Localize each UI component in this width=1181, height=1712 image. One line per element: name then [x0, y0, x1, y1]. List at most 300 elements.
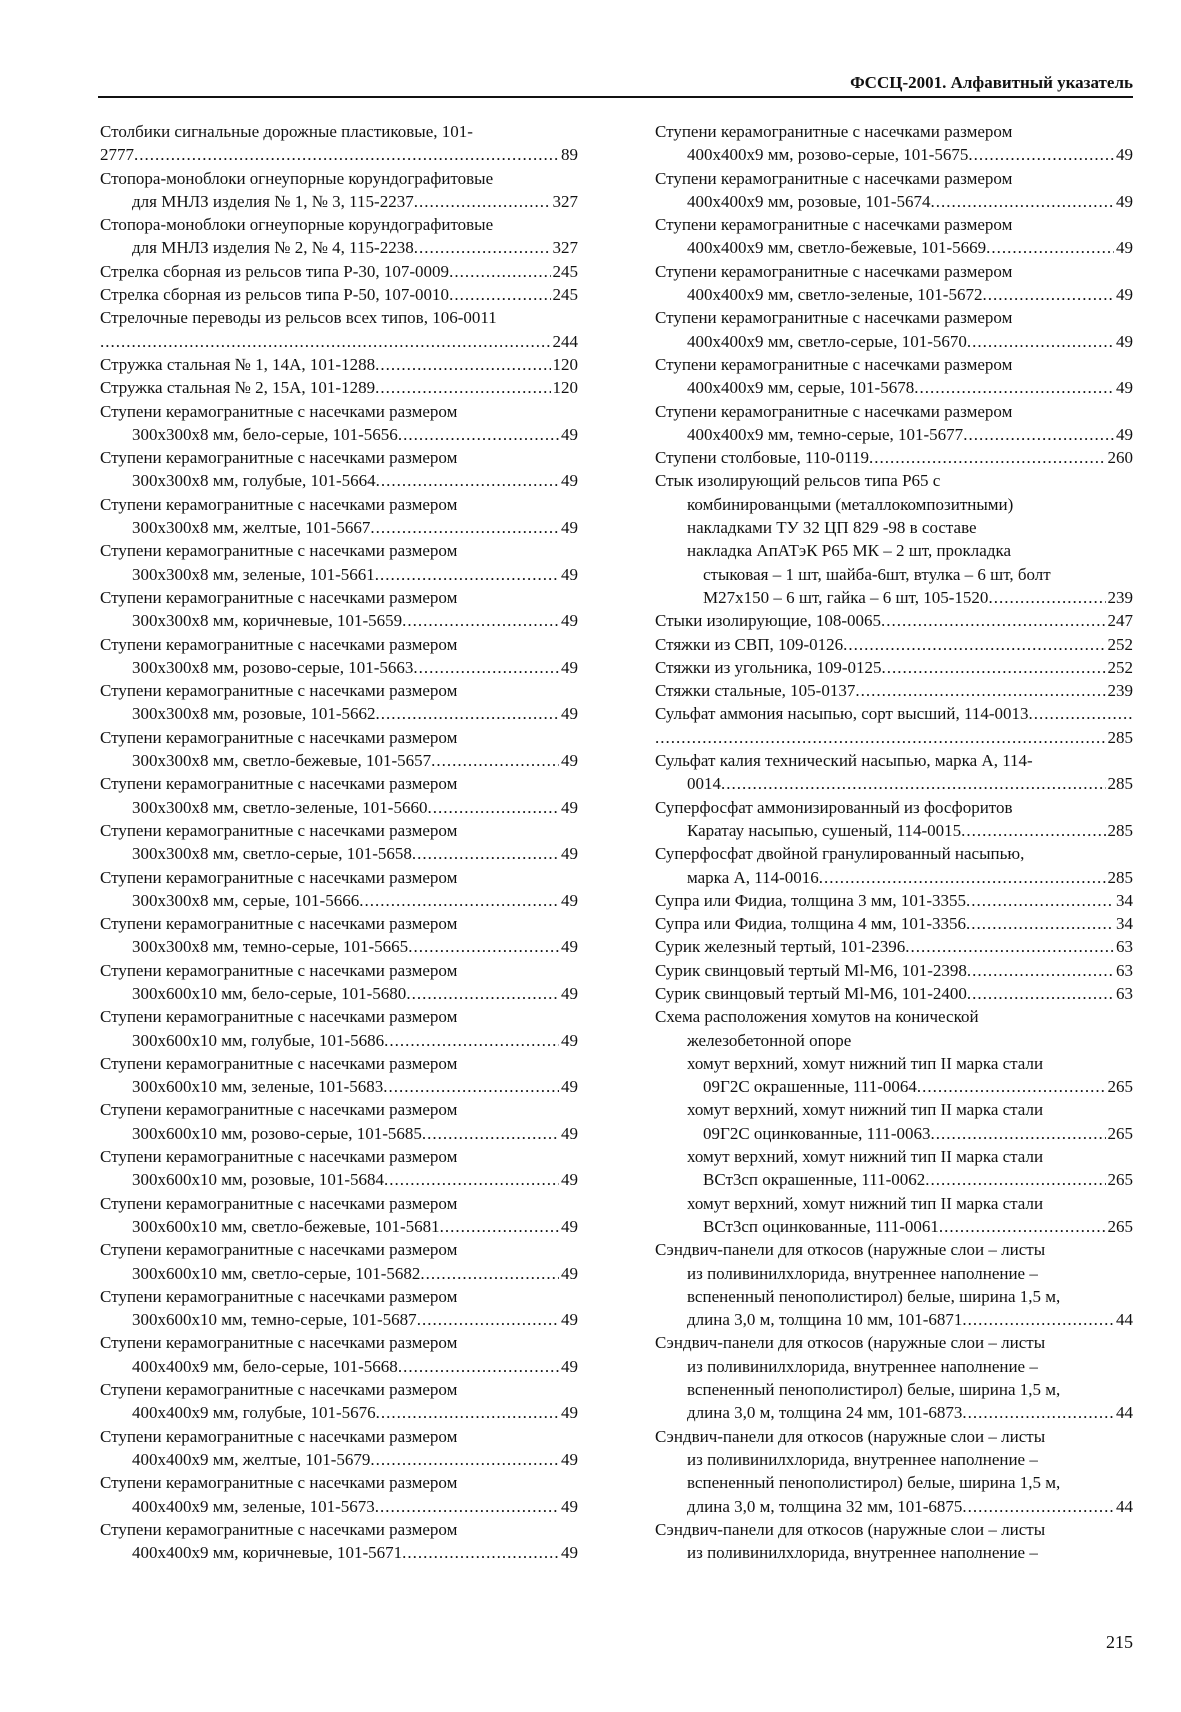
index-entry-line	[100, 959, 578, 982]
dot-leader	[721, 772, 1106, 795]
dot-leader	[370, 1448, 559, 1471]
entry-text: Стык изолирующий рельсов типа Р65 с	[655, 471, 941, 491]
dot-leader	[422, 1122, 559, 1145]
entry-text: хомут верхний, хомут нижний тип II марка стали	[687, 1193, 1044, 1213]
index-entry-line	[655, 1145, 1133, 1168]
entry-text: 300x600x10 мм, бело-серые, 101-5680	[132, 983, 407, 1003]
entry-page-ref: 247	[1107, 611, 1133, 631]
entry-text: Ступени керамогранитные с насечками размером	[100, 634, 458, 654]
entry-page-ref: 252	[1107, 657, 1133, 677]
entry-text: Стрелка сборная из рельсов типа Р-30, 107-0009	[100, 261, 450, 281]
dot-leader	[359, 889, 559, 912]
index-entry-line	[100, 1145, 578, 1168]
entry-page-ref: 63	[1116, 937, 1133, 957]
index-entry-line	[655, 1168, 1133, 1191]
index-entry-line	[100, 306, 578, 329]
index-entry-line	[655, 1122, 1133, 1145]
dot-leader	[1029, 702, 1133, 725]
dot-leader	[376, 702, 559, 725]
dot-leader	[414, 190, 551, 213]
index-entry-line	[655, 1401, 1133, 1424]
entry-text: 300x600x10 мм, розово-серые, 101-5685	[132, 1123, 422, 1143]
dot-leader	[967, 959, 1114, 982]
entry-text: 300x300x8 мм, розовые, 101-5662	[132, 704, 376, 724]
dot-leader	[819, 866, 1106, 889]
entry-text: Стружка стальная № 2, 15А, 101-1289	[100, 378, 376, 398]
entry-text: 300x300x8 мм, коричневые, 101-5659	[132, 611, 403, 631]
entry-text: вспененный пенополистирол) белые, ширина 1,5 м,	[687, 1286, 1061, 1306]
entry-page-ref: 49	[561, 890, 578, 910]
index-entry-line	[655, 167, 1133, 190]
index-entry-line	[100, 143, 578, 166]
dot-leader	[398, 423, 559, 446]
dot-leader	[383, 1075, 559, 1098]
index-entry-line	[100, 1192, 578, 1215]
entry-text: 300x300x8 мм, светло-бежевые, 101-5657	[132, 751, 432, 771]
entry-text: 400x400x9 мм, желтые, 101-5679	[132, 1449, 371, 1469]
index-entry-line	[655, 306, 1133, 329]
entry-page-ref: 49	[1116, 424, 1133, 444]
entry-text: длина 3,0 м, толщина 10 мм, 101-6871	[687, 1310, 963, 1330]
index-entry-line	[655, 120, 1133, 143]
entry-text: вспененный пенополистирол) белые, ширина 1,5 м,	[687, 1473, 1061, 1493]
index-entry-line	[655, 1471, 1133, 1494]
entry-text: Ступени керамогранитные с насечками размером	[655, 401, 1013, 421]
index-entry-line	[100, 1075, 578, 1098]
index-entry-line	[655, 1075, 1133, 1098]
entry-text: из поливинилхлорида, внутреннее наполнение –	[687, 1543, 1038, 1563]
entry-text: Супра или Фидиа, толщина 3 мм, 101-3355	[655, 890, 967, 910]
entry-text: 300x300x8 мм, желтые, 101-5667	[132, 518, 371, 538]
entry-text: накладка АпАТэК Р65 МК – 2 шт, прокладка	[687, 541, 1012, 561]
entry-page-ref: 49	[1116, 285, 1133, 305]
entry-text: длина 3,0 м, толщина 32 мм, 101-6875	[687, 1496, 963, 1516]
dot-leader	[375, 1495, 559, 1518]
entry-text: Ступени керамогранитные с насечками размером	[655, 168, 1013, 188]
entry-page-ref: 239	[1107, 587, 1133, 607]
entry-text: Ступени керамогранитные с насечками размером	[100, 867, 458, 887]
index-entry-line	[100, 982, 578, 1005]
dot-leader	[134, 143, 559, 166]
entry-text: из поливинилхлорида, внутреннее наполнение –	[687, 1356, 1038, 1376]
entry-text: 400x400x9 мм, светло-зеленые, 101-5672	[687, 285, 983, 305]
entry-page-ref: 49	[1116, 238, 1133, 258]
index-entry-line	[100, 120, 578, 143]
entry-text: Ступени керамогранитные с насечками размером	[100, 1100, 458, 1120]
entry-page-ref: 49	[561, 1310, 578, 1330]
dot-leader	[843, 633, 1105, 656]
index-entry-line	[100, 1215, 578, 1238]
entry-page-ref: 49	[561, 1123, 578, 1143]
index-entry-line	[100, 376, 578, 399]
dot-leader	[963, 423, 1114, 446]
dot-leader	[402, 609, 559, 632]
dot-leader	[988, 586, 1105, 609]
entry-page-ref: 265	[1107, 1170, 1133, 1190]
entry-text: стыковая – 1 шт, шайба-6шт, втулка – 6 шт, болт	[703, 564, 1051, 584]
index-entry-line	[655, 260, 1133, 283]
entry-text: Суперфосфат двойной гранулированный насыпью,	[655, 844, 1025, 864]
dot-leader	[406, 982, 559, 1005]
entry-text: Стыки изолирующие, 108-0065	[655, 611, 882, 631]
entry-text: 300x300x8 мм, светло-зеленые, 101-5660	[132, 797, 428, 817]
running-header	[98, 62, 1133, 98]
entry-page-ref: 49	[561, 797, 578, 817]
entry-text: Схема расположения хомутов на конической	[655, 1007, 979, 1027]
entry-page-ref: 34	[1116, 914, 1133, 934]
entry-text: 400x400x9 мм, темно-серые, 101-5677	[687, 424, 964, 444]
index-entry-line	[655, 819, 1133, 842]
entry-page-ref: 44	[1116, 1403, 1133, 1423]
index-entry-line	[100, 1005, 578, 1028]
entry-page-ref: 49	[1116, 191, 1133, 211]
entry-text: 400x400x9 мм, бело-серые, 101-5668	[132, 1356, 398, 1376]
entry-page-ref: 245	[552, 285, 578, 305]
entry-page-ref: 285	[1107, 727, 1133, 747]
entry-page-ref: 260	[1107, 448, 1133, 468]
dot-leader	[966, 912, 1114, 935]
index-entry-line	[655, 423, 1133, 446]
index-entry-line	[100, 283, 578, 306]
entry-text: Ступени керамогранитные с насечками размером	[100, 1053, 458, 1073]
entry-text: Столбики сигнальные дорожные пластиковые, 101-	[100, 122, 473, 141]
entry-text: 300x600x10 мм, голубые, 101-5686	[132, 1030, 385, 1050]
entry-page-ref: 44	[1116, 1496, 1133, 1516]
entry-page-ref: 49	[561, 424, 578, 444]
index-entry-line	[655, 912, 1133, 935]
entry-text: Стопора-моноблоки огнеупорные корундографитовые	[100, 168, 494, 188]
index-entry-line	[100, 702, 578, 725]
entry-page-ref: 49	[561, 1170, 578, 1190]
entry-text: 300x300x8 мм, темно-серые, 101-5665	[132, 937, 409, 957]
index-entry-line	[655, 1262, 1133, 1285]
entry-page-ref: 49	[561, 1403, 578, 1423]
index-entry-line	[655, 493, 1133, 516]
entry-text: 400x400x9 мм, зеленые, 101-5673	[132, 1496, 375, 1516]
entry-text: Сэндвич-панели для откосов (наружные слои – листы	[655, 1333, 1046, 1353]
entry-text: Ступени керамогранитные с насечками размером	[100, 820, 458, 840]
index-entry-line	[100, 167, 578, 190]
index-entry-line	[655, 1005, 1133, 1028]
index-entry-line	[655, 726, 1133, 749]
entry-text: хомут верхний, хомут нижний тип II марка стали	[687, 1147, 1044, 1167]
entry-text: Ступени керамогранитные с насечками размером	[100, 727, 458, 747]
entry-text: Ступени керамогранитные с насечками размером	[655, 122, 1013, 141]
header-title: ФССЦ-2001. Алфавитный указатель	[850, 73, 1133, 92]
entry-text: Сульфат калия технический насыпью, марка А, 114-	[655, 751, 1033, 771]
entry-page-ref: 252	[1107, 634, 1133, 654]
entry-page-ref: 245	[552, 261, 578, 281]
index-entry-line	[655, 1285, 1133, 1308]
entry-text: Ступени керамогранитные с насечками размером	[100, 1007, 458, 1027]
dot-leader	[961, 819, 1105, 842]
dot-leader	[420, 1262, 559, 1285]
entry-text: Стяжки из угольника, 109-0125	[655, 657, 882, 677]
dot-leader	[982, 283, 1114, 306]
index-entry-line	[655, 446, 1133, 469]
page-number: 215	[1106, 1632, 1133, 1652]
index-entry-line	[100, 1285, 578, 1308]
entry-page-ref: 49	[561, 1356, 578, 1376]
dot-leader	[931, 190, 1114, 213]
index-entry-line	[655, 1215, 1133, 1238]
entry-text: Сэндвич-панели для откосов (наружные слои – листы	[655, 1519, 1046, 1539]
index-entry-line	[655, 236, 1133, 259]
index-entry-line	[655, 190, 1133, 213]
entry-text: накладками ТУ 32 ЦП 829 -98 в составе	[687, 518, 977, 538]
index-entry-line	[655, 796, 1133, 819]
entry-text: 400x400x9 мм, голубые, 101-5676	[132, 1403, 376, 1423]
entry-text: 2777	[100, 145, 134, 165]
entry-page-ref: 49	[561, 937, 578, 957]
dot-leader	[967, 330, 1114, 353]
index-entry-line	[100, 1262, 578, 1285]
entry-text: ВСт3сп оцинкованные, 111-0061	[703, 1216, 939, 1236]
entry-page-ref: 89	[561, 145, 578, 165]
entry-page-ref: 49	[561, 1030, 578, 1050]
entry-page-ref: 244	[552, 331, 578, 351]
entry-text: 300x600x10 мм, светло-бежевые, 101-5681	[132, 1216, 440, 1236]
entry-text: 400x400x9 мм, серые, 101-5678	[687, 378, 915, 398]
index-entry-line	[100, 679, 578, 702]
index-entry-line	[100, 493, 578, 516]
index-entry-line	[100, 1401, 578, 1424]
index-entry-line	[655, 702, 1133, 725]
dot-leader	[905, 935, 1114, 958]
entry-text: Ступени керамогранитные с насечками размером	[100, 914, 458, 934]
entry-page-ref: 49	[561, 1263, 578, 1283]
index-entry-line	[655, 1238, 1133, 1261]
index-entry-line	[100, 796, 578, 819]
entry-text: Ступени керамогранитные с насечками размером	[100, 401, 458, 421]
entry-page-ref: 327	[552, 191, 578, 211]
entry-text: марка А, 114-0016	[687, 867, 819, 887]
index-entry-line	[655, 330, 1133, 353]
index-entry-line	[655, 982, 1133, 1005]
dot-leader	[962, 1401, 1114, 1424]
dot-leader	[869, 446, 1106, 469]
index-column-left	[100, 120, 578, 1564]
dot-leader	[431, 749, 559, 772]
index-entry-line	[100, 842, 578, 865]
entry-text: 400x400x9 мм, розовые, 101-5674	[687, 191, 931, 211]
entry-page-ref: 49	[561, 1216, 578, 1236]
entry-text: Супра или Фидиа, толщина 4 мм, 101-3356	[655, 914, 967, 934]
dot-leader	[427, 796, 559, 819]
entry-text: из поливинилхлорида, внутреннее наполнение –	[687, 1449, 1038, 1469]
entry-page-ref: 265	[1107, 1216, 1133, 1236]
index-entry-line	[100, 609, 578, 632]
entry-page-ref: 49	[561, 1449, 578, 1469]
entry-text: Стяжки стальные, 105-0137	[655, 681, 856, 701]
index-entry-line	[100, 446, 578, 469]
entry-text: Ступени керамогранитные с насечками размером	[100, 541, 458, 561]
entry-text: Ступени керамогранитные с насечками размером	[100, 1380, 458, 1400]
entry-text: М27х150 – 6 шт, гайка – 6 шт, 105-1520	[703, 587, 989, 607]
index-entry-line	[100, 236, 578, 259]
entry-text: Ступени керамогранитные с насечками размером	[100, 1426, 458, 1446]
entry-page-ref: 49	[561, 704, 578, 724]
dot-leader	[914, 376, 1114, 399]
entry-text: Сэндвич-панели для откосов (наружные слои – листы	[655, 1426, 1046, 1446]
index-entry-line	[655, 842, 1133, 865]
entry-text: 400x400x9 мм, коричневые, 101-5671	[132, 1543, 403, 1563]
entry-page-ref: 49	[561, 471, 578, 491]
index-entry-line	[100, 1448, 578, 1471]
index-entry-line	[655, 213, 1133, 236]
index-entry-line	[100, 1495, 578, 1518]
index-entry-line	[655, 866, 1133, 889]
index-entry-line	[100, 866, 578, 889]
index-entry-line	[655, 1378, 1133, 1401]
entry-text: комбинированцыми (металлокомпозитными)	[687, 494, 1014, 514]
index-entry-line	[100, 1378, 578, 1401]
dot-leader	[931, 1122, 1106, 1145]
entry-text: Ступени керамогранитные с насечками размером	[100, 1286, 458, 1306]
entry-page-ref: 49	[561, 844, 578, 864]
dot-leader	[917, 1075, 1106, 1098]
index-entry-line	[100, 1238, 578, 1261]
index-entry-line	[655, 1331, 1133, 1354]
entry-text: 300x300x8 мм, розово-серые, 101-5663	[132, 657, 414, 677]
entry-text: Сурик свинцовый тертый Ml-M6, 101-2400	[655, 983, 967, 1003]
entry-text: вспененный пенополистирол) белые, ширина 1,5 м,	[687, 1380, 1061, 1400]
entry-page-ref: 49	[561, 518, 578, 538]
entry-text: Ступени керамогранитные с насечками размером	[100, 960, 458, 980]
index-entry-line	[100, 772, 578, 795]
entry-text: Ступени керамогранитные с насечками размером	[655, 261, 1013, 281]
entry-text: 300x300x8 мм, светло-серые, 101-5658	[132, 844, 412, 864]
entry-page-ref: 63	[1116, 983, 1133, 1003]
entry-text: Ступени керамогранитные с насечками размером	[100, 587, 458, 607]
entry-text: хомут верхний, хомут нижний тип II марка стали	[687, 1053, 1044, 1073]
entry-text: Ступени керамогранитные с насечками размером	[100, 681, 458, 701]
dot-leader	[962, 1308, 1114, 1331]
entry-text: для МНЛЗ изделия № 1, № 3, 115-2237	[132, 191, 414, 211]
entry-text: Стрелка сборная из рельсов типа Р-50, 107-0010	[100, 285, 450, 305]
index-entry-line	[100, 213, 578, 236]
index-entry-line	[100, 469, 578, 492]
index-entry-line	[100, 400, 578, 423]
index-entry-line	[655, 772, 1133, 795]
index-entry-line	[100, 1331, 578, 1354]
entry-text: 09Г2С оцинкованные, 111-0063	[703, 1123, 931, 1143]
entry-text: Ступени керамогранитные с насечками размером	[100, 1333, 458, 1353]
index-entry-line	[655, 1495, 1133, 1518]
entry-text: 400x400x9 мм, розово-серые, 101-5675	[687, 145, 969, 165]
entry-text: Стрелочные переводы из рельсов всех типов, 106-0011	[100, 308, 497, 328]
entry-text: Ступени керамогранитные с насечками размером	[655, 308, 1013, 328]
index-column-right	[655, 120, 1133, 1564]
dot-leader	[375, 353, 550, 376]
entry-page-ref: 49	[561, 564, 578, 584]
entry-page-ref: 265	[1107, 1077, 1133, 1097]
index-entry-line	[655, 1518, 1133, 1541]
entry-text: Каратау насыпью, сушеный, 114-0015	[687, 820, 962, 840]
entry-text: для МНЛЗ изделия № 2, № 4, 115-2238	[132, 238, 414, 258]
dot-leader	[375, 376, 550, 399]
entry-text: Стопора-моноблоки огнеупорные корундографитовые	[100, 215, 494, 235]
entry-page-ref: 49	[561, 611, 578, 631]
index-entry-line	[655, 563, 1133, 586]
index-entry-line	[655, 1052, 1133, 1075]
dot-leader	[855, 679, 1105, 702]
index-entry-line	[655, 586, 1133, 609]
entry-page-ref: 285	[1107, 774, 1133, 794]
index-entry-line	[655, 283, 1133, 306]
index-entry-line	[100, 912, 578, 935]
entry-text: Ступени керамогранитные с насечками размером	[655, 354, 1013, 374]
dot-leader	[413, 656, 559, 679]
dot-leader	[440, 1215, 559, 1238]
entry-text: 300x600x10 мм, светло-серые, 101-5682	[132, 1263, 421, 1283]
index-entry-line	[655, 679, 1133, 702]
index-entry-line	[655, 469, 1133, 492]
entry-text: из поливинилхлорида, внутреннее наполнение –	[687, 1263, 1038, 1283]
index-entry-line	[100, 633, 578, 656]
dot-leader	[968, 143, 1114, 166]
entry-text: Ступени керамогранитные с насечками размером	[100, 1193, 458, 1213]
entry-text: Ступени керамогранитные с насечками размером	[100, 494, 458, 514]
dot-leader	[655, 726, 1106, 749]
dot-leader	[417, 1308, 559, 1331]
dot-leader	[100, 330, 551, 353]
entry-text: Ступени керамогранитные с насечками размером	[100, 448, 458, 468]
index-entry-line	[100, 656, 578, 679]
dot-leader	[414, 236, 551, 259]
entry-text: железобетонной опоре	[687, 1030, 852, 1050]
entry-page-ref: 49	[1116, 378, 1133, 398]
index-entry-line	[100, 539, 578, 562]
index-entry-line	[100, 563, 578, 586]
entry-text: Ступени керамогранитные с насечками размером	[100, 774, 458, 794]
index-entry-line	[100, 889, 578, 912]
entry-text: 300x300x8 мм, зеленые, 101-5661	[132, 564, 375, 584]
entry-page-ref: 44	[1116, 1310, 1133, 1330]
index-entry-line	[655, 1308, 1133, 1331]
entry-text: Ступени столбовые, 110-0119	[655, 448, 869, 468]
index-entry-line	[100, 1168, 578, 1191]
entry-text: Ступени керамогранитные с насечками размером	[100, 1240, 458, 1260]
index-entry-line	[655, 656, 1133, 679]
index-entry-line	[100, 1029, 578, 1052]
index-entry-line	[100, 749, 578, 772]
entry-text: Сурик железный тертый, 101-2396	[655, 937, 906, 957]
entry-page-ref: 239	[1107, 681, 1133, 701]
index-entry-line	[100, 1052, 578, 1075]
index-entry-line	[655, 1029, 1133, 1052]
index-entry-line	[100, 1098, 578, 1121]
dot-leader	[384, 1029, 559, 1052]
entry-text: 300x300x8 мм, голубые, 101-5664	[132, 471, 376, 491]
dot-leader	[449, 283, 550, 306]
index-entry-line	[100, 819, 578, 842]
dot-leader	[376, 1401, 559, 1424]
entry-page-ref: 49	[1116, 145, 1133, 165]
index-entry-line	[100, 1541, 578, 1564]
dot-leader	[882, 656, 1106, 679]
index-entry-line	[100, 1355, 578, 1378]
entry-page-ref: 120	[552, 378, 578, 398]
entry-text: 400x400x9 мм, светло-серые, 101-5670	[687, 331, 967, 351]
index-entry-line	[100, 190, 578, 213]
index-entry-line	[100, 423, 578, 446]
index-entry-line	[100, 935, 578, 958]
index-entry-line	[655, 143, 1133, 166]
dot-leader	[370, 516, 559, 539]
index-entry-line	[655, 935, 1133, 958]
dot-leader	[925, 1168, 1105, 1191]
